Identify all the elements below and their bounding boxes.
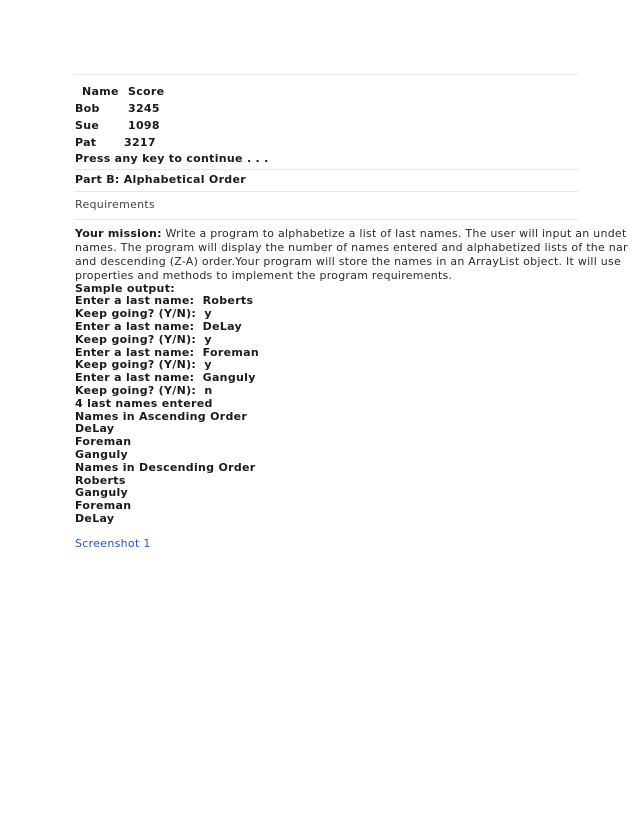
- top-divider: [75, 74, 578, 75]
- row-score: 3245: [128, 102, 160, 115]
- row-name: Pat: [75, 136, 97, 149]
- list-item: Keep going? (Y/N): n: [75, 383, 213, 397]
- list-item: Ganguly: [75, 447, 129, 461]
- list-item: Foreman: [75, 435, 132, 449]
- row-score: 3217: [124, 136, 156, 149]
- table-row: [75, 134, 578, 151]
- score-column-header: Score: [128, 85, 165, 98]
- press-key-prompt: Press any key to continue . . .: [75, 152, 269, 165]
- mission-paragraph: [75, 220, 628, 283]
- list-item: DeLay: [75, 422, 115, 436]
- list-item: Enter a last name: Ganguly: [75, 371, 256, 385]
- name-column-header: Name: [82, 85, 119, 98]
- score-table: [75, 83, 578, 151]
- list-item: Enter a last name: Roberts: [75, 294, 254, 308]
- row-name: Bob: [75, 102, 100, 115]
- mission-line: properties and methods to implement the program requirements.: [75, 268, 453, 282]
- list-item: Roberts: [75, 473, 126, 487]
- list-item: Ganguly: [75, 486, 129, 500]
- list-item: Keep going? (Y/N): y: [75, 307, 212, 321]
- sample-output-heading: Sample output:: [75, 281, 175, 295]
- list-item: Enter a last name: DeLay: [75, 319, 242, 333]
- list-item: 4 last names entered: [75, 396, 213, 410]
- list-item: Keep going? (Y/N): y: [75, 332, 212, 346]
- row-score: 1098: [128, 119, 160, 132]
- sample-output: [75, 283, 578, 526]
- document-page: [75, 74, 628, 551]
- mission-text: Write a program to alphabetize a list of last names. The user will input an undet: [161, 226, 627, 240]
- section-title: Part B: Alphabetical Order: [75, 172, 246, 186]
- mission-lead: Your mission:: [75, 226, 162, 240]
- requirements-label: Requirements: [75, 197, 156, 211]
- list-item: Names in Ascending Order: [75, 409, 248, 423]
- list-item: Keep going? (Y/N): y: [75, 358, 212, 372]
- table-row: [75, 100, 578, 117]
- row-name: Sue: [75, 119, 100, 132]
- mission-line: and descending (Z-A) order.Your program will store the names in an ArrayList object. It will use: [75, 254, 621, 268]
- mission-line: names. The program will display the number of names entered and alphabetized lists of the nar: [75, 240, 628, 254]
- screenshot-1-link[interactable]: Screenshot 1: [75, 536, 151, 550]
- list-item: Enter a last name: Foreman: [75, 345, 259, 359]
- list-item: Foreman: [75, 499, 132, 513]
- table-row: [75, 117, 578, 134]
- list-item: DeLay: [75, 511, 115, 525]
- list-item: Names in Descending Order: [75, 460, 256, 474]
- mission-line: [75, 226, 627, 241]
- score-table-header: [75, 83, 578, 100]
